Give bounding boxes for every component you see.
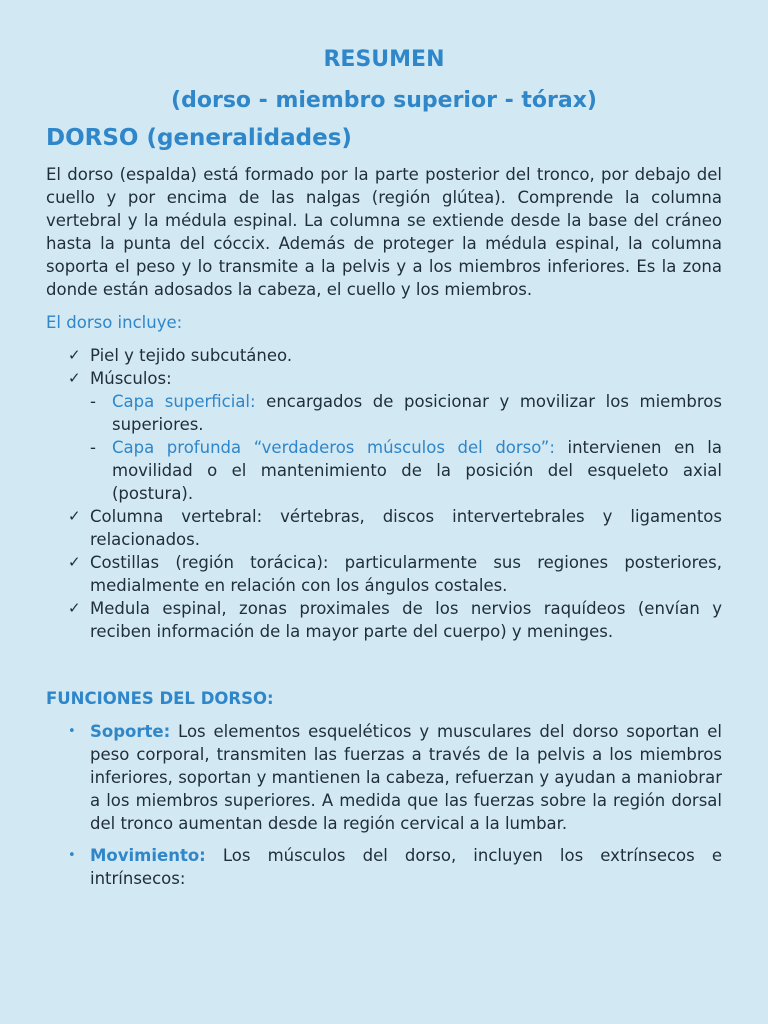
list-item — [68, 505, 722, 551]
muscles-sublist — [90, 390, 722, 505]
function-term: Movimiento: — [90, 846, 206, 865]
list-item-text: Piel y tejido subcutáneo. — [90, 346, 293, 365]
function-text: Los elementos esqueléticos y musculares del dorso soportan el peso corporal, transmiten las fuerzas a través de la pelvis a los miembros inferiores, soportan y mantienen la cabeza, refuerzan y ayudan a maniobrar a los miembros superiores. A medida que las fuerzas sobre la región dorsal del tronco aumentan desde la región cervical a la lumbar. — [90, 722, 722, 833]
funciones-heading: FUNCIONES DEL DORSO: — [46, 689, 274, 708]
sublist-term: Capa superficial: — [112, 392, 256, 411]
check-icon: ✓ — [68, 346, 81, 364]
check-icon: ✓ — [68, 369, 81, 387]
bullet-icon: • — [68, 848, 76, 863]
list-item — [68, 597, 722, 643]
list-item-text: Columna vertebral: vértebras, discos intervertebrales y ligamentos relacionados. — [90, 507, 722, 549]
sublist-text: intervienen en la movilidad o el mantenimiento de la posición del esqueleto axial (postura). — [112, 438, 722, 503]
list-item-text: Medula espinal, zonas proximales de los nervios raquídeos (envían y reciben información de la mayor parte del cuerpo) y meninges. — [90, 599, 722, 641]
dash-icon: - — [90, 438, 96, 457]
sublist-text: encargados de posicionar y movilizar los miembros superiores. — [112, 392, 722, 434]
document-page — [46, 42, 722, 899]
sublist-item — [90, 436, 722, 505]
function-term: Soporte: — [90, 722, 171, 741]
function-text: Los músculos del dorso, incluyen los extrínsecos e intrínsecos: — [90, 846, 722, 888]
list-item — [68, 720, 722, 835]
document-subtitle: (dorso - miembro superior - tórax) — [171, 88, 597, 113]
funciones-list — [46, 720, 722, 890]
sublist-term: Capa profunda “verdaderos músculos del dorso”: — [112, 438, 555, 457]
list-item — [68, 367, 722, 505]
includes-list — [46, 344, 722, 643]
check-icon: ✓ — [68, 507, 81, 525]
document-title: RESUMEN — [323, 47, 445, 72]
list-item-text: Costillas (región torácica): particularmente sus regiones posteriores, medialmente en relación con los ángulos costales. — [90, 553, 722, 595]
check-icon: ✓ — [68, 553, 81, 571]
dash-icon: - — [90, 392, 96, 411]
check-icon: ✓ — [68, 599, 81, 617]
list-item — [68, 551, 722, 597]
intro-paragraph: El dorso (espalda) está formado por la parte posterior del tronco, por debajo del cuello y por encima de las nalgas (región glútea). Comprende la columna vertebral y la médula espinal. La columna se extiende desde la base del cráneo hasta la punta del cóccix. Además de proteger la médula espinal, la columna soporta el peso y lo transmite a la pelvis y a los miembros inferiores. Es la zona donde están adosados la cabeza, el cuello y los miembros. — [46, 165, 722, 299]
section-heading: DORSO (generalidades) — [46, 125, 352, 151]
bullet-icon: • — [68, 724, 76, 739]
includes-label: El dorso incluye: — [46, 313, 183, 332]
list-item — [68, 344, 722, 367]
list-item — [68, 844, 722, 890]
list-item-text: Músculos: — [90, 369, 172, 388]
sublist-item — [90, 390, 722, 436]
